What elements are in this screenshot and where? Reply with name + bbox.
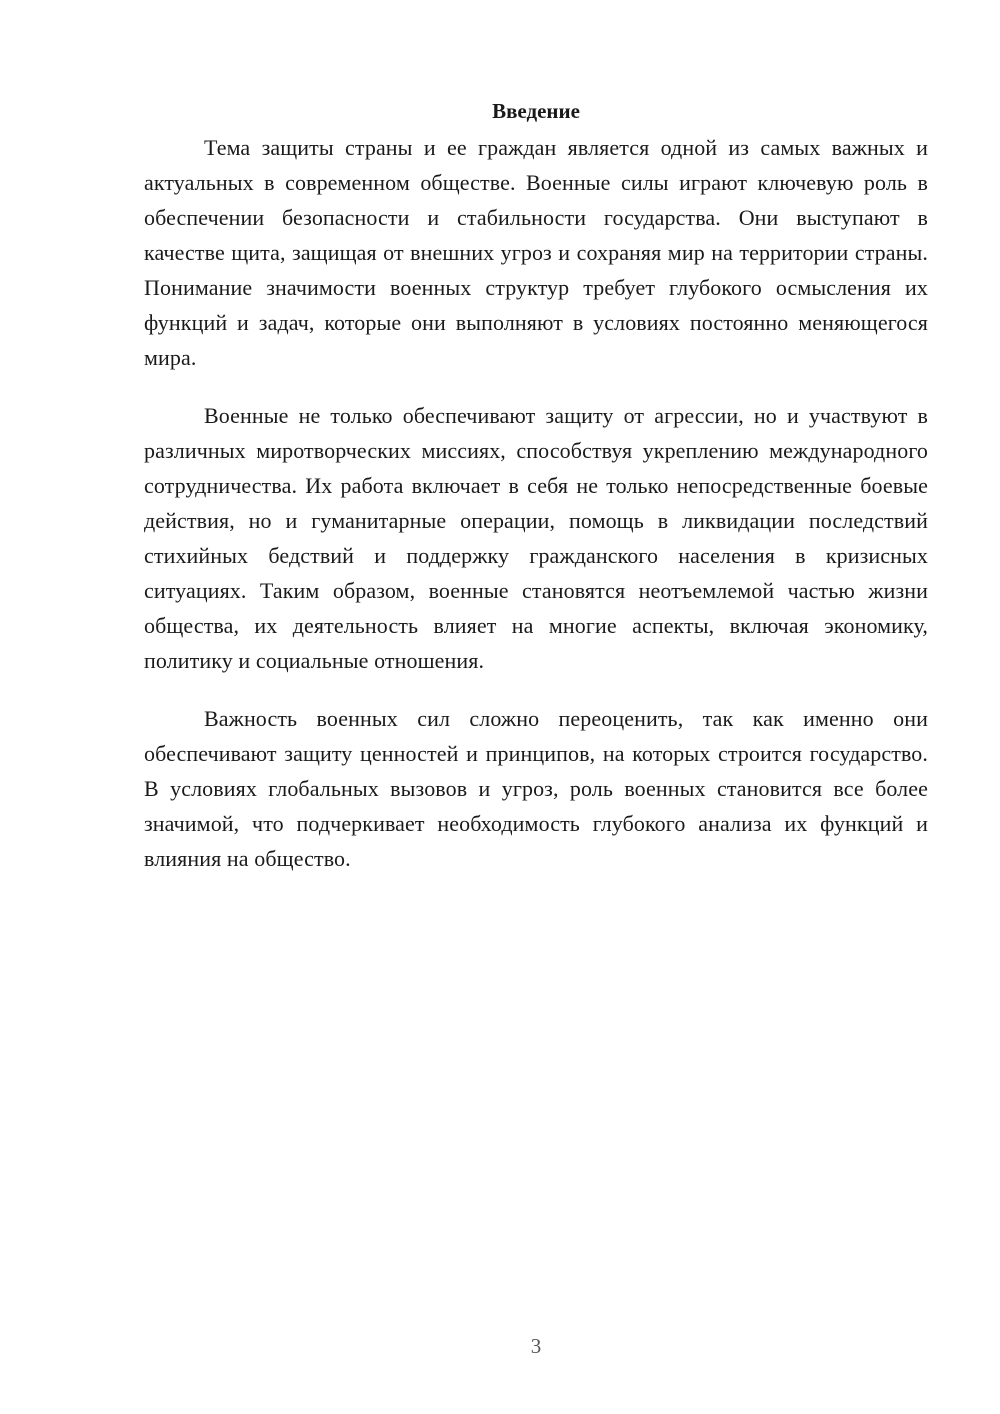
paragraph-2: Военные не только обеспечивают защиту от агрессии, но и участвуют в различных миротворческих миссиях, способствуя укреплению международного сотрудничества. Их работа включает в себя не только непосредственные боевые действия, но и гуманитарные операции, помощь в ликвидации последствий стихийных бедствий и поддержку гражданского населения в кризисных ситуациях. Таким образом, военные становятся неотъемлемой частью жизни общества, их деятельность влияет на многие аспекты, включая экономику, политику и социальные отношения. <box>144 403 928 673</box>
page-content <box>144 96 928 899</box>
page-number: 3 <box>530 1334 542 1358</box>
paragraph-3: Важность военных сил сложно переоценить, так как именно они обеспечивают защиту ценностей и принципов, на которых строится государство. В условиях глобальных вызовов и угроз, роль военных становится все более значимой, что подчеркивает необходимость глубокого анализа их функций и влияния на общество. <box>144 706 928 871</box>
paragraph-1: Тема защиты страны и ее граждан является одной из самых важных и актуальных в современном обществе. Военные силы играют ключевую роль в обеспечении безопасности и стабильности государства. Они выступают в качестве щита, защищая от внешних угроз и сохраняя мир на территории страны. Понимание значимости военных структур требует глубокого осмысления их функций и задач, которые они выполняют в условиях постоянно меняющегося мира. <box>144 135 928 370</box>
section-heading: Введение <box>492 99 580 123</box>
